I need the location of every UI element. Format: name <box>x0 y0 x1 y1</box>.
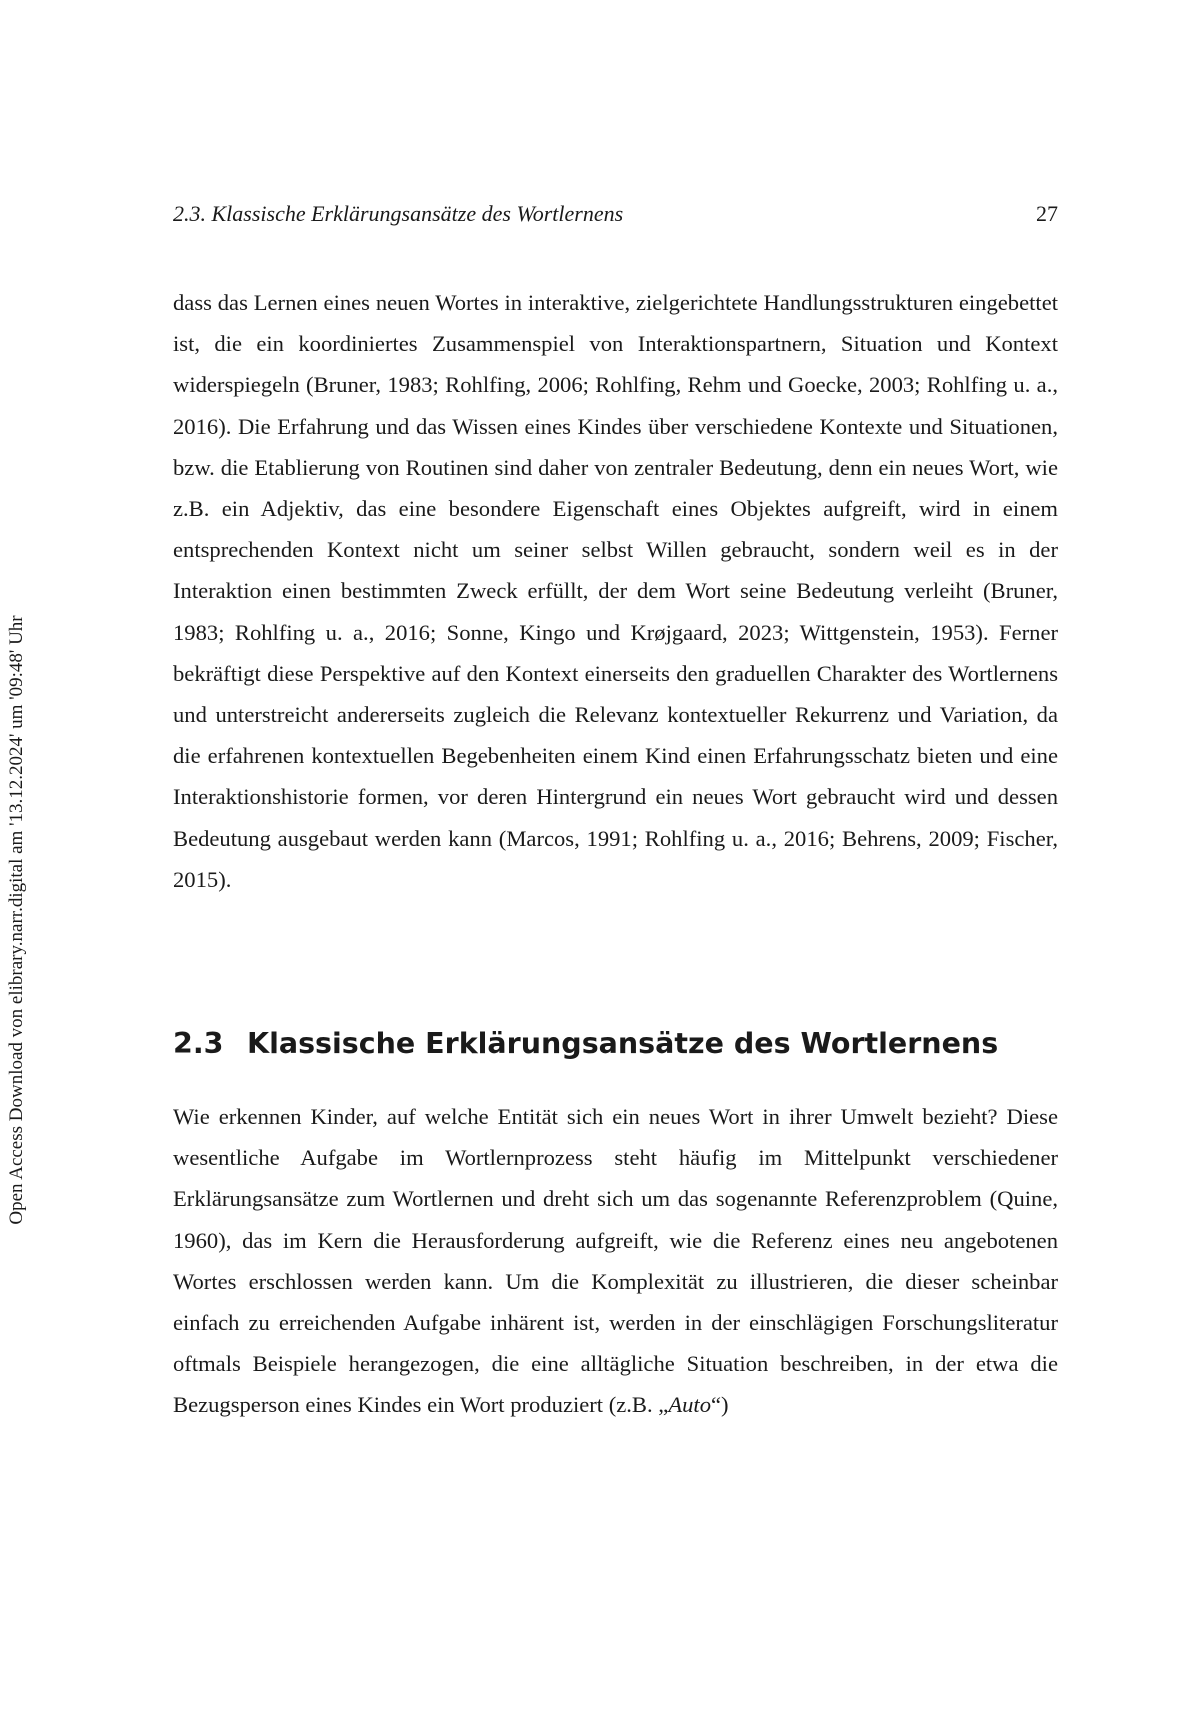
section-title: Klassische Erklärungsansätze des Wortlernens <box>247 1027 999 1060</box>
body-text-section <box>173 1096 1058 1426</box>
download-stamp-text: Open Access Download von elibrary.narr.digital am '13.12.2024' um '09:48' Uhr <box>6 615 27 1225</box>
running-header-title: 2.3. Klassische Erklärungsansätze des Wortlernens <box>173 201 624 226</box>
section-heading <box>173 1022 1058 1066</box>
paragraph: dass das Lernen eines neuen Wortes in interaktive, zielgerichtete Handlungsstrukturen eingebettet ist, die ein koordiniertes Zusammenspiel von Interaktionspartnern, Situation und Kontext widerspiegeln (Bruner, 1983; Rohlfing, 2006; Rohlfing, Rehm und Goecke, 2003; Rohlfing u. a., 2016). Die Erfahrung und das Wissen eines Kindes über verschiedene Kontexte und Situationen, bzw. die Etablierung von Routinen sind daher von zentraler Bedeutung, denn ein neues Wort, wie z.B. ein Adjektiv, das eine besondere Eigenschaft eines Objektes aufgreift, wird in einem entsprechenden Kontext nicht um seiner selbst Willen gebraucht, sondern weil es in der Interaktion einen bestimmten Zweck erfüllt, der dem Wort seine Bedeutung verleiht (Bruner, 1983; Rohlfing u. a., 2016; Sonne, Kingo und Krøjgaard, 2023; Wittgenstein, 1953). Ferner bekräftigt diese Perspektive auf den Kontext einerseits den graduellen Charakter des Wortlernens und unterstreicht andererseits zugleich die Relevanz kontextueller Rekurrenz und Variation, da die erfahrenen kontextuellen Begebenheiten einem Kind einen Erfahrungsschatz bieten und eine Interaktionshistorie formen, vor deren Hintergrund ein neues Wort gebraucht wird und dessen Bedeutung ausgebaut werden kann (Marcos, 1991; Rohlfing u. a., 2016; Behrens, 2009; Fischer, 2015). <box>173 290 1058 892</box>
paragraph-text-end: “) <box>711 1392 729 1418</box>
section-number: 2.3 <box>173 1027 224 1060</box>
paragraph-text: Wie erkennen Kinder, auf welche Entität sich ein neues Wort in ihrer Umwelt bezieht? Diese wesentliche Aufgabe im Wortlernprozess steht häufig im Mittelpunkt verschiedener Erklärungsansätze zum Wortlernen und dreht sich um das sogenannte Referenzproblem (Quine, 1960), das im Kern die Herausforderung aufgreift, wie die Referenz eines neu angebotenen Wortes erschlossen werden kann. Um die Komplexität zu illustrieren, die dieser scheinbar einfach zu erreichenden Aufgabe inhärent ist, werden in der einschlägigen Forschungsliteratur oftmals Beispiele herangezogen, die eine alltägliche Situation beschreiben, in der etwa die Bezugsperson eines Kindes ein Wort produziert (z.B. „ <box>173 1104 1058 1418</box>
italic-example-word: Auto <box>668 1392 712 1418</box>
page-number: 27 <box>1036 201 1058 226</box>
body-text-continued <box>173 282 1058 900</box>
paragraph <box>173 1096 1058 1426</box>
running-header <box>173 198 1058 230</box>
